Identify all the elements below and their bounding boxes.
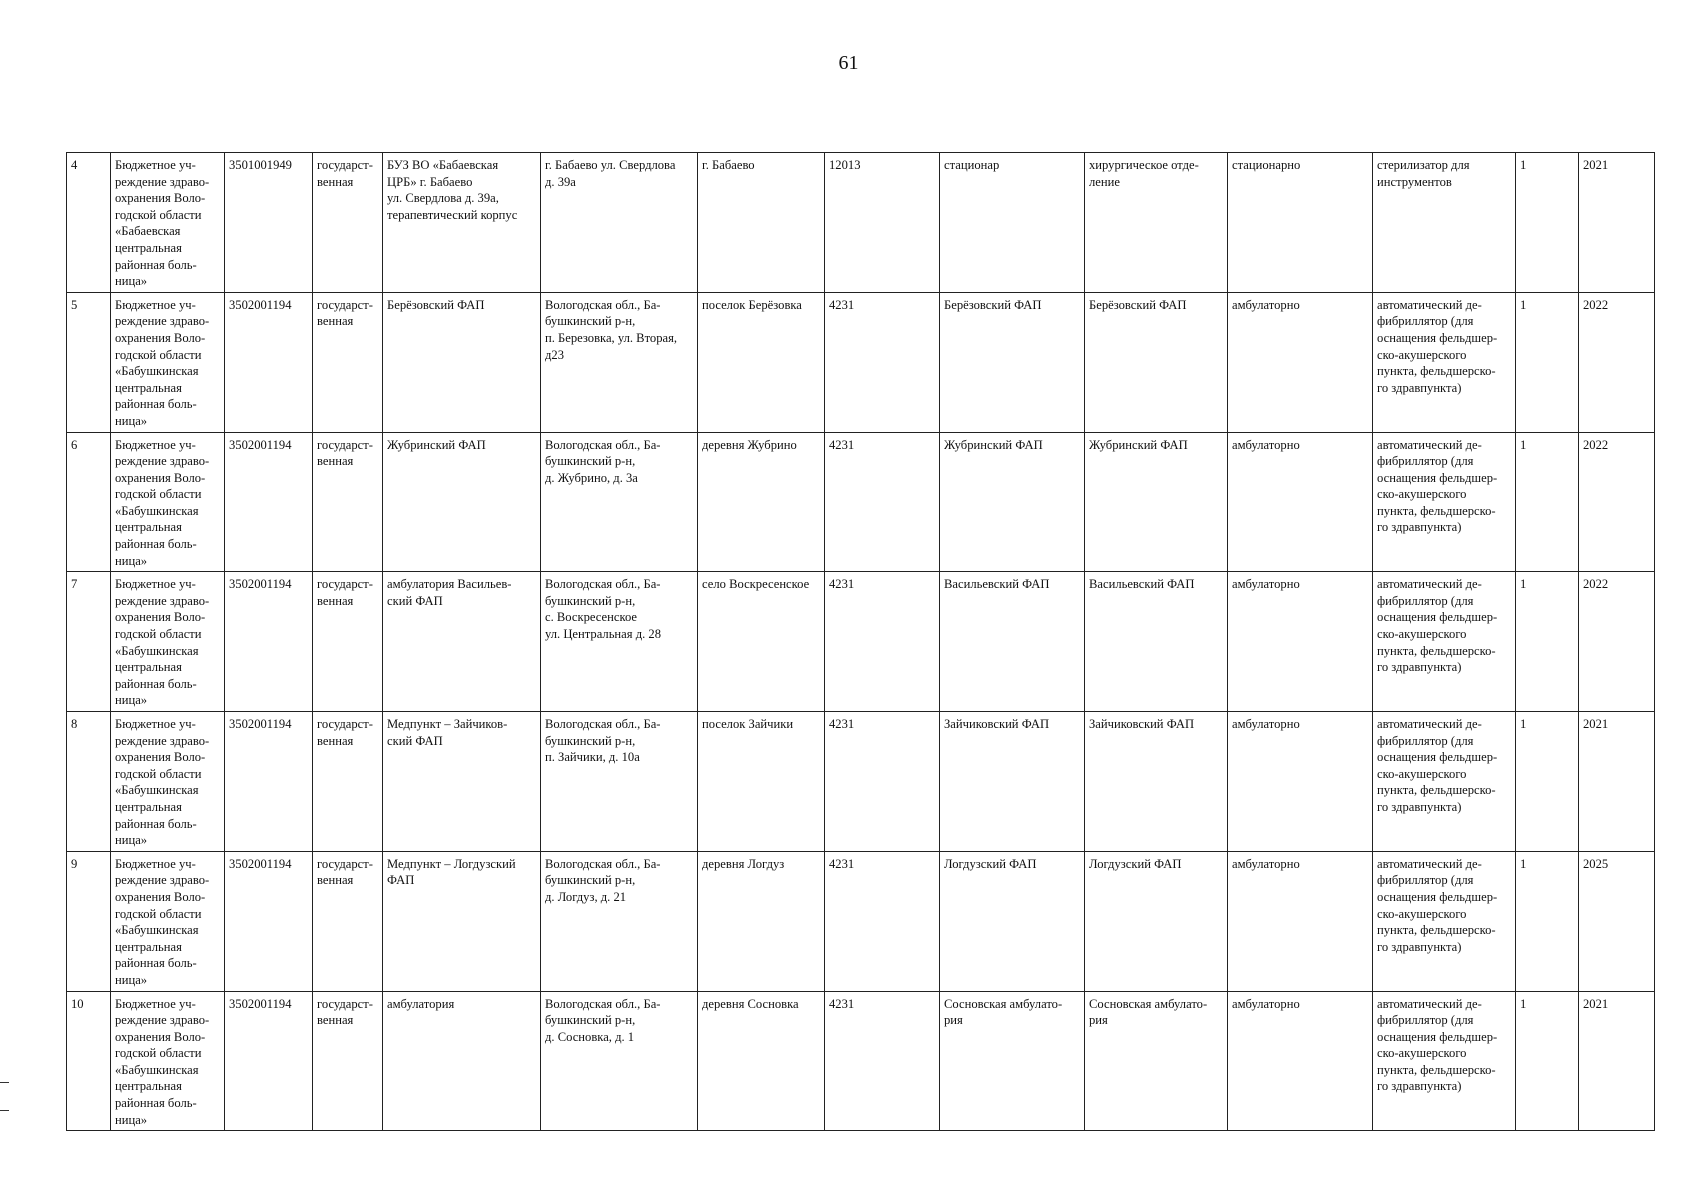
- year-cell: 2021: [1579, 712, 1655, 852]
- equipment-table-container: [66, 152, 1654, 1131]
- facility-type-cell: Зайчиковский ФАП: [940, 712, 1085, 852]
- department-cell: Зайчиковский ФАП: [1085, 712, 1228, 852]
- equipment-cell: автоматический де- фибриллятор (для оснащения фельдшер- ско-акушерского пункта, фельдшерско- го здравпункта): [1373, 712, 1516, 852]
- settlement-cell: деревня Жубрино: [698, 432, 825, 572]
- table-row: [67, 991, 1655, 1131]
- facility-type-cell: стационар: [940, 153, 1085, 293]
- address-cell: Вологодская обл., Ба- бушкинский р-н, д. Логдуз, д. 21: [541, 851, 698, 991]
- equipment-table: [66, 152, 1655, 1131]
- unit-cell: БУЗ ВО «Бабаевская ЦРБ» г. Бабаево ул. Свердлова д. 39а, терапевтический корпус: [383, 153, 541, 293]
- facility-type-cell: Васильевский ФАП: [940, 572, 1085, 712]
- quantity-cell: 1: [1516, 153, 1579, 293]
- quantity-cell: 1: [1516, 712, 1579, 852]
- year-cell: 2022: [1579, 572, 1655, 712]
- population-cell: 4231: [825, 432, 940, 572]
- care-mode-cell: амбулаторно: [1228, 432, 1373, 572]
- ownership-cell: государст- венная: [313, 712, 383, 852]
- settlement-cell: г. Бабаево: [698, 153, 825, 293]
- inn-cell: 3502001194: [225, 572, 313, 712]
- address-cell: Вологодская обл., Ба- бушкинский р-н, п. Зайчики, д. 10а: [541, 712, 698, 852]
- address-cell: Вологодская обл., Ба- бушкинский р-н, п. Березовка, ул. Вторая, д23: [541, 292, 698, 432]
- equipment-cell: стерилизатор для инструментов: [1373, 153, 1516, 293]
- care-mode-cell: амбулаторно: [1228, 712, 1373, 852]
- population-cell: 4231: [825, 572, 940, 712]
- inn-cell: 3502001194: [225, 712, 313, 852]
- care-mode-cell: амбулаторно: [1228, 572, 1373, 712]
- row-number-cell: 8: [67, 712, 111, 852]
- equipment-cell: автоматический де- фибриллятор (для оснащения фельдшер- ско-акушерского пункта, фельдшерско- го здравпункта): [1373, 851, 1516, 991]
- ownership-cell: государст- венная: [313, 153, 383, 293]
- quantity-cell: 1: [1516, 432, 1579, 572]
- organization-cell: Бюджетное уч- реждение здраво- охранения Воло- годской области «Бабушкинская центральная районная боль- ница»: [111, 292, 225, 432]
- inn-cell: 3502001194: [225, 851, 313, 991]
- facility-type-cell: Сосновская амбулато- рия: [940, 991, 1085, 1131]
- table-row: [67, 153, 1655, 293]
- unit-cell: амбулатория Васильев- ский ФАП: [383, 572, 541, 712]
- population-cell: 12013: [825, 153, 940, 293]
- quantity-cell: 1: [1516, 292, 1579, 432]
- quantity-cell: 1: [1516, 851, 1579, 991]
- quantity-cell: 1: [1516, 991, 1579, 1131]
- ownership-cell: государст- венная: [313, 851, 383, 991]
- department-cell: Васильевский ФАП: [1085, 572, 1228, 712]
- settlement-cell: село Воскресенское: [698, 572, 825, 712]
- settlement-cell: деревня Сосновка: [698, 991, 825, 1131]
- settlement-cell: поселок Зайчики: [698, 712, 825, 852]
- organization-cell: Бюджетное уч- реждение здраво- охранения Воло- годской области «Бабушкинская центральная районная боль- ница»: [111, 572, 225, 712]
- inn-cell: 3502001194: [225, 432, 313, 572]
- ownership-cell: государст- венная: [313, 991, 383, 1131]
- care-mode-cell: амбулаторно: [1228, 292, 1373, 432]
- address-cell: Вологодская обл., Ба- бушкинский р-н, д. Жубрино, д. 3а: [541, 432, 698, 572]
- ownership-cell: государст- венная: [313, 572, 383, 712]
- care-mode-cell: амбулаторно: [1228, 991, 1373, 1131]
- row-number-cell: 5: [67, 292, 111, 432]
- department-cell: Логдузский ФАП: [1085, 851, 1228, 991]
- table-row: [67, 572, 1655, 712]
- year-cell: 2022: [1579, 292, 1655, 432]
- facility-type-cell: Логдузский ФАП: [940, 851, 1085, 991]
- organization-cell: Бюджетное уч- реждение здраво- охранения Воло- годской области «Бабушкинская центральная районная боль- ница»: [111, 712, 225, 852]
- settlement-cell: поселок Берёзовка: [698, 292, 825, 432]
- year-cell: 2021: [1579, 153, 1655, 293]
- row-number-cell: 9: [67, 851, 111, 991]
- facility-type-cell: Берёзовский ФАП: [940, 292, 1085, 432]
- year-cell: 2022: [1579, 432, 1655, 572]
- equipment-cell: автоматический де- фибриллятор (для оснащения фельдшер- ско-акушерского пункта, фельдшерско- го здравпункта): [1373, 991, 1516, 1131]
- organization-cell: Бюджетное уч- реждение здраво- охранения Воло- годской области «Бабаевская центральная районная боль- ница»: [111, 153, 225, 293]
- year-cell: 2025: [1579, 851, 1655, 991]
- year-cell: 2021: [1579, 991, 1655, 1131]
- care-mode-cell: стационарно: [1228, 153, 1373, 293]
- unit-cell: Медпункт – Зайчиков- ский ФАП: [383, 712, 541, 852]
- unit-cell: амбулатория: [383, 991, 541, 1131]
- address-cell: г. Бабаево ул. Свердлова д. 39а: [541, 153, 698, 293]
- page-number: 61: [838, 52, 859, 74]
- table-row: [67, 851, 1655, 991]
- equipment-cell: автоматический де- фибриллятор (для оснащения фельдшер- ско-акушерского пункта, фельдшерско- го здравпункта): [1373, 432, 1516, 572]
- equipment-cell: автоматический де- фибриллятор (для оснащения фельдшер- ско-акушерского пункта, фельдшерско- го здравпункта): [1373, 292, 1516, 432]
- table-row: [67, 712, 1655, 852]
- population-cell: 4231: [825, 851, 940, 991]
- organization-cell: Бюджетное уч- реждение здраво- охранения Воло- годской области «Бабушкинская центральная районная боль- ница»: [111, 432, 225, 572]
- population-cell: 4231: [825, 991, 940, 1131]
- department-cell: хирургическое отде- ление: [1085, 153, 1228, 293]
- row-number-cell: 10: [67, 991, 111, 1131]
- address-cell: Вологодская обл., Ба- бушкинский р-н, с. Воскресенское ул. Центральная д. 28: [541, 572, 698, 712]
- unit-cell: Берёзовский ФАП: [383, 292, 541, 432]
- row-number-cell: 6: [67, 432, 111, 572]
- care-mode-cell: амбулаторно: [1228, 851, 1373, 991]
- department-cell: Жубринский ФАП: [1085, 432, 1228, 572]
- margin-mark: [0, 1110, 9, 1111]
- row-number-cell: 7: [67, 572, 111, 712]
- ownership-cell: государст- венная: [313, 292, 383, 432]
- table-body: [67, 153, 1655, 1131]
- inn-cell: 3502001194: [225, 292, 313, 432]
- row-number-cell: 4: [67, 153, 111, 293]
- inn-cell: 3501001949: [225, 153, 313, 293]
- organization-cell: Бюджетное уч- реждение здраво- охранения Воло- годской области «Бабушкинская центральная районная боль- ница»: [111, 851, 225, 991]
- table-row: [67, 432, 1655, 572]
- unit-cell: Жубринский ФАП: [383, 432, 541, 572]
- settlement-cell: деревня Логдуз: [698, 851, 825, 991]
- quantity-cell: 1: [1516, 572, 1579, 712]
- unit-cell: Медпункт – Логдузский ФАП: [383, 851, 541, 991]
- equipment-cell: автоматический де- фибриллятор (для оснащения фельдшер- ско-акушерского пункта, фельдшерско- го здравпункта): [1373, 572, 1516, 712]
- organization-cell: Бюджетное уч- реждение здраво- охранения Воло- годской области «Бабушкинская центральная районная боль- ница»: [111, 991, 225, 1131]
- population-cell: 4231: [825, 712, 940, 852]
- address-cell: Вологодская обл., Ба- бушкинский р-н, д. Сосновка, д. 1: [541, 991, 698, 1131]
- inn-cell: 3502001194: [225, 991, 313, 1131]
- facility-type-cell: Жубринский ФАП: [940, 432, 1085, 572]
- table-row: [67, 292, 1655, 432]
- population-cell: 4231: [825, 292, 940, 432]
- ownership-cell: государст- венная: [313, 432, 383, 572]
- department-cell: Сосновская амбулато- рия: [1085, 991, 1228, 1131]
- department-cell: Берёзовский ФАП: [1085, 292, 1228, 432]
- margin-mark: [0, 1082, 9, 1083]
